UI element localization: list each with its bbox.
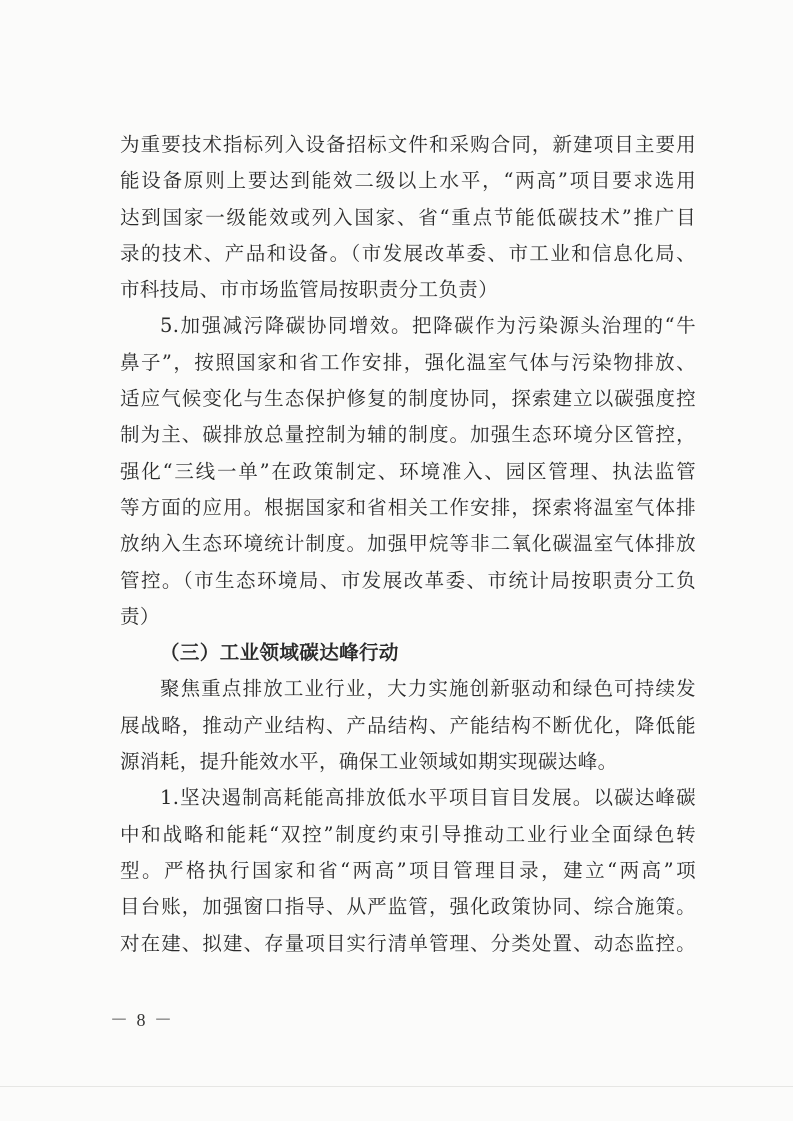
body-line: 责） bbox=[120, 604, 160, 628]
body-line: 管控。（市生态环境局、市发展改革委、市统计局按职责分工负 bbox=[120, 568, 696, 592]
body-line: 录的技术、产品和设备。（市发展改革委、市工业和信息化局、 bbox=[120, 241, 696, 265]
page-bottom-edge bbox=[0, 1086, 793, 1087]
body-line: 展战略，推动产业结构、产品结构、产能结构不断优化，降低能 bbox=[120, 713, 696, 737]
body-line: 强化“三线一单”在政策制定、环境准入、园区管理、执法监管 bbox=[120, 459, 696, 483]
body-line: 型。严格执行国家和省“两高”项目管理目录，建立“两高”项 bbox=[120, 858, 696, 882]
body-line: 源消耗，提升能效水平，确保工业领域如期实现碳达峰。 bbox=[120, 750, 618, 774]
body-line: 等方面的应用。根据国家和省相关工作安排，探索将温室气体排 bbox=[120, 495, 696, 519]
document-body bbox=[120, 127, 696, 962]
body-line: 为重要技术指标列入设备招标文件和采购合同，新建项目主要用 bbox=[120, 133, 696, 156]
page-number: － 8 － bbox=[110, 1010, 174, 1030]
body-line: 适应气候变化与生态保护修复的制度协同，探索建立以碳强度控 bbox=[120, 387, 696, 411]
paragraph-start-line: 1.坚决遏制高耗能高排放低水平项目盲目发展。以碳达峰碳 bbox=[160, 786, 696, 810]
body-line: 目台账，加强窗口指导、从严监管，强化政策协同、综合施策。 bbox=[120, 895, 696, 919]
body-line: 放纳入生态环境统计制度。加强甲烷等非二氧化碳温室气体排放 bbox=[120, 532, 696, 556]
body-line: 市科技局、市市场监管局按职责分工负责） bbox=[120, 278, 499, 302]
body-line: 对在建、拟建、存量项目实行清单管理、分类处置、动态监控。 bbox=[120, 931, 696, 955]
body-line: 中和战略和能耗“双控”制度约束引导推动工业行业全面绿色转 bbox=[120, 822, 696, 846]
body-line: 达到国家一级能效或列入国家、省“重点节能低碳技术”推广目 bbox=[120, 205, 696, 229]
body-line: 鼻子”，按照国家和省工作安排，强化温室气体与污染物排放、 bbox=[120, 350, 696, 374]
paragraph-start-line: 5.加强减污降碳协同增效。把降碳作为污染源头治理的“牛 bbox=[160, 314, 696, 338]
body-line: 制为主、碳排放总量控制为辅的制度。加强生态环境分区管控， bbox=[120, 423, 696, 447]
paragraph-start-line: 聚焦重点排放工业行业，大力实施创新驱动和绿色可持续发 bbox=[160, 677, 696, 701]
section-heading: （三）工业领域碳达峰行动 bbox=[160, 641, 399, 665]
body-line: 能设备原则上要达到能效二级以上水平，“两高”项目要求选用 bbox=[120, 169, 696, 193]
